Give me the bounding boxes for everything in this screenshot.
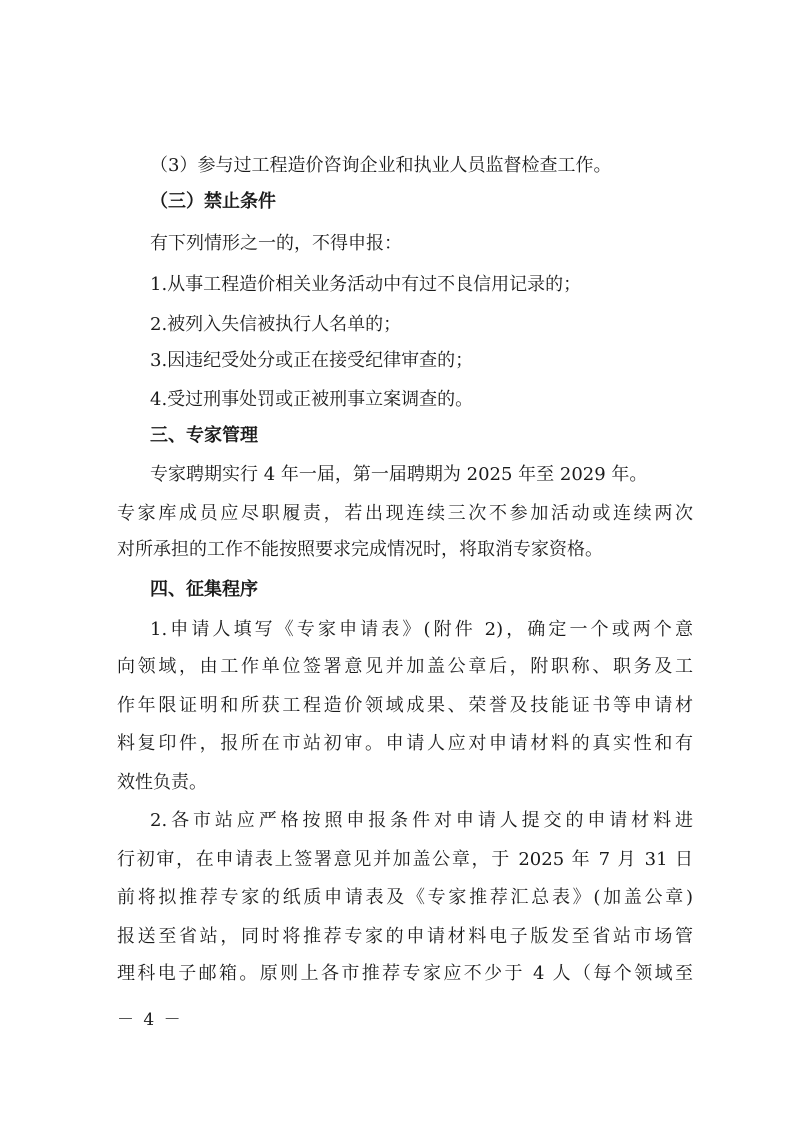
text-line: 有下列情形之一的，不得申报： [150,233,402,254]
text-line: 行初审，在申请表上签署意见并加盖公章，于 2025 年 7 月 31 日 [117,849,693,870]
text-line: （3）参与过工程造价咨询企业和执业人员监督检查工作。 [150,155,612,176]
text-line: 2.各市站应严格按照申报条件对申请人提交的申请材料进 [150,810,693,831]
text-line: 1.申请人填写《专家申请表》(附件 2)，确定一个或两个意 [150,619,693,640]
text-line: 3.因违纪受处分或正在接受纪律审查的； [150,350,474,371]
text-line: 料复印件，报所在市站初审。申请人应对申请材料的真实性和有 [117,733,693,754]
text-line: 作年限证明和所获工程造价领域成果、荣誉及技能证书等申请材 [117,695,693,716]
text-line: 专家库成员应尽职履责，若出现连续三次不参加活动或连续两次 [117,503,693,524]
text-line: 理科电子邮箱。原则上各市推荐专家应不少于 4 人（每个领域至 [117,963,693,984]
text-line: 前将拟推荐专家的纸质申请表及《专家推荐汇总表》(加盖公章) [117,887,693,908]
text-line: 效性负责。 [117,772,207,793]
text-line: 专家聘期实行 4 年一届，第一届聘期为 2025 年至 2029 年。 [150,464,648,485]
text-line: 报送至省站，同时将推荐专家的申请材料电子版发至省站市场管 [117,926,693,947]
text-line: 对所承担的工作不能按照要求完成情况时，将取消专家资格。 [117,539,603,560]
section-heading: （三）禁止条件 [150,191,276,212]
text-line: 向领域，由工作单位签署意见并加盖公章后，附职称、职务及工 [117,656,693,677]
text-line: 1.从事工程造价相关业务活动中有过不良信用记录的； [150,274,582,295]
page-number: － 4 － [117,1010,183,1030]
text-line: 2.被列入失信被执行人名单的； [150,314,402,335]
section-heading: 三、专家管理 [150,425,258,446]
text-line: 4.受过刑事处罚或正被刑事立案调查的。 [150,389,474,410]
section-heading: 四、征集程序 [150,579,258,600]
